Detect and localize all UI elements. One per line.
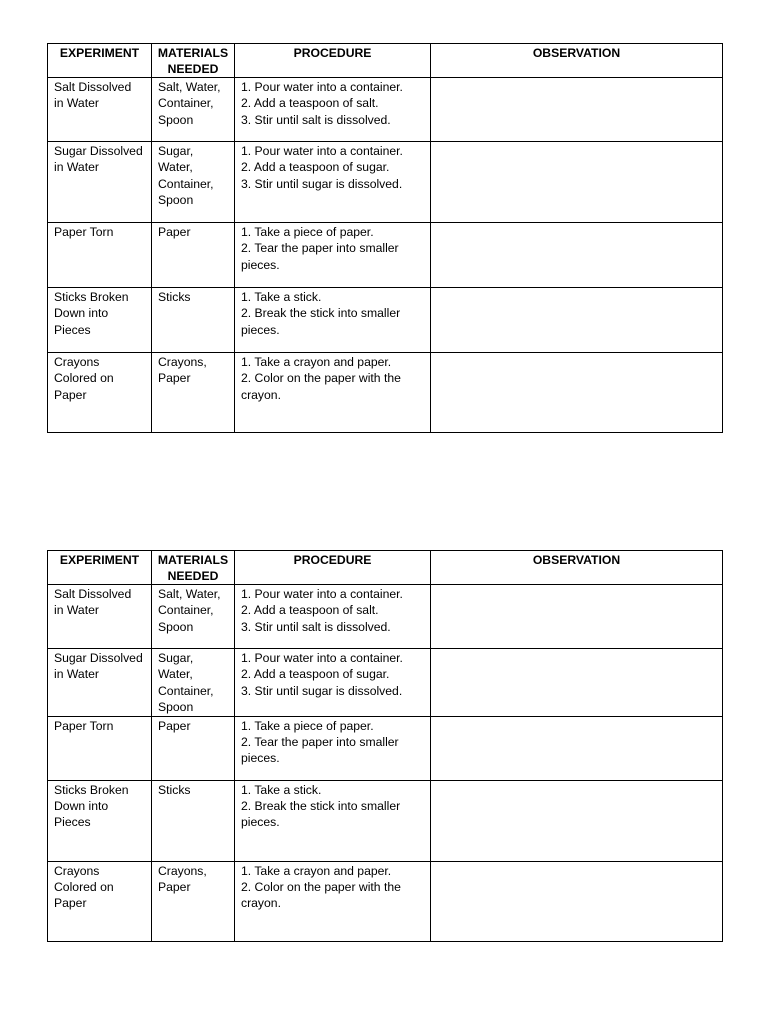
- procedure-cell: [235, 780, 431, 861]
- materials-line: Sugar,: [158, 144, 194, 158]
- experiment-line: Colored on: [54, 371, 114, 386]
- procedure-cell: [235, 353, 431, 433]
- materials-cell: [152, 288, 235, 353]
- header-materials-line: NEEDED: [167, 62, 219, 76]
- observation-cell[interactable]: [431, 223, 723, 288]
- observation-cell[interactable]: [431, 585, 723, 649]
- experiment-line: in Water: [54, 160, 99, 175]
- procedure-line: 2. Break the stick into smaller: [241, 306, 401, 321]
- procedure-line: 2. Break the stick into smaller: [241, 799, 401, 814]
- procedure-line: 1. Take a crayon and paper.: [241, 863, 392, 878]
- experiment-line: Salt Dissolved: [54, 587, 132, 601]
- experiment-line: in Water: [54, 603, 99, 618]
- materials-line: Spoon: [158, 193, 194, 208]
- materials-line: Sticks: [158, 782, 191, 797]
- header-materials-needed: [152, 551, 235, 585]
- observation-cell[interactable]: [431, 78, 723, 142]
- table-row: [48, 353, 723, 433]
- experiment-line: in Water: [54, 667, 99, 682]
- table-row: [48, 78, 723, 142]
- procedure-line: 2. Add a teaspoon of salt.: [241, 96, 379, 111]
- header-observation: OBSERVATION: [431, 44, 723, 78]
- procedure-line: 3. Stir until salt is dissolved.: [241, 112, 391, 127]
- experiment-line: Crayons: [54, 863, 100, 878]
- procedure-line: 1. Pour water into a container.: [241, 587, 403, 601]
- table-row: [48, 649, 723, 717]
- experiment-line: Salt Dissolved: [54, 80, 132, 94]
- experiment-line: Paper Torn: [54, 718, 114, 733]
- procedure-line: 1. Pour water into a container.: [241, 144, 403, 158]
- table-row: [48, 223, 723, 288]
- procedure-cell: [235, 861, 431, 941]
- procedure-line: 1. Take a piece of paper.: [241, 225, 374, 239]
- observation-cell[interactable]: [431, 142, 723, 223]
- materials-line: Paper: [158, 225, 191, 239]
- header-experiment: EXPERIMENT: [48, 44, 152, 78]
- experiment-line: Pieces: [54, 815, 91, 830]
- materials-line: Container,: [158, 603, 214, 618]
- observation-cell[interactable]: [431, 716, 723, 780]
- experiment-line: Sugar Dissolved: [54, 144, 143, 158]
- materials-cell: [152, 649, 235, 717]
- procedure-cell: [235, 585, 431, 649]
- header-materials-line: MATERIALS: [157, 553, 229, 567]
- materials-line: Crayons,: [158, 355, 207, 369]
- observation-cell[interactable]: [431, 861, 723, 941]
- procedure-line: 1. Take a crayon and paper.: [241, 355, 392, 369]
- procedure-line: 2. Add a teaspoon of sugar.: [241, 160, 390, 175]
- materials-cell: [152, 585, 235, 649]
- procedure-line: 3. Stir until salt is dissolved.: [241, 619, 391, 634]
- procedure-line: crayon.: [241, 896, 281, 911]
- observation-cell[interactable]: [431, 649, 723, 717]
- materials-cell: [152, 353, 235, 433]
- materials-line: Container,: [158, 96, 214, 111]
- materials-line: Spoon: [158, 700, 194, 715]
- experiment-line: Paper: [54, 896, 87, 911]
- materials-line: Container,: [158, 176, 214, 191]
- table-row: [48, 861, 723, 941]
- experiment-cell: [48, 223, 152, 288]
- materials-line: Spoon: [158, 112, 194, 127]
- experiment-line: Colored on: [54, 880, 114, 895]
- materials-line: Salt, Water,: [158, 80, 221, 94]
- procedure-line: 1. Take a stick.: [241, 782, 322, 797]
- materials-cell: [152, 223, 235, 288]
- experiment-cell: [48, 288, 152, 353]
- experiment-table-1: [47, 43, 723, 433]
- procedure-line: pieces.: [241, 257, 280, 272]
- experiment-line: Paper: [54, 387, 87, 402]
- procedure-line: 2. Tear the paper into smaller: [241, 735, 399, 750]
- experiment-line: in Water: [54, 96, 99, 111]
- experiment-cell: [48, 780, 152, 861]
- experiment-line: Pieces: [54, 322, 91, 337]
- procedure-line: 2. Color on the paper with the: [241, 880, 401, 895]
- experiment-line: Down into: [54, 799, 109, 814]
- header-row: [48, 44, 723, 78]
- procedure-line: 1. Pour water into a container.: [241, 651, 403, 665]
- materials-line: Water,: [158, 667, 193, 682]
- experiment-cell: [48, 861, 152, 941]
- materials-cell: [152, 142, 235, 223]
- procedure-line: 2. Add a teaspoon of salt.: [241, 603, 379, 618]
- procedure-line: 2. Tear the paper into smaller: [241, 241, 399, 256]
- table-row: [48, 716, 723, 780]
- materials-cell: [152, 861, 235, 941]
- procedure-cell: [235, 223, 431, 288]
- experiment-cell: [48, 585, 152, 649]
- header-experiment: EXPERIMENT: [48, 551, 152, 585]
- header-procedure: PROCEDURE: [235, 44, 431, 78]
- procedure-line: 1. Pour water into a container.: [241, 80, 403, 94]
- procedure-line: pieces.: [241, 815, 280, 830]
- header-materials-line: MATERIALS: [157, 46, 229, 60]
- experiment-cell: [48, 649, 152, 717]
- materials-line: Spoon: [158, 619, 194, 634]
- table-row: [48, 780, 723, 861]
- experiment-line: Paper Torn: [54, 225, 114, 239]
- header-materials-needed: [152, 44, 235, 78]
- header-materials-line: NEEDED: [167, 569, 219, 583]
- experiment-line: Sticks Broken: [54, 290, 129, 304]
- procedure-line: pieces.: [241, 751, 280, 766]
- experiment-line: Sticks Broken: [54, 782, 129, 797]
- materials-line: Crayons,: [158, 863, 207, 878]
- header-observation: OBSERVATION: [431, 551, 723, 585]
- experiment-table-2: [47, 550, 723, 942]
- procedure-line: pieces.: [241, 322, 280, 337]
- materials-line: Sugar,: [158, 651, 194, 665]
- experiment-line: Crayons: [54, 355, 100, 369]
- table-row: [48, 585, 723, 649]
- procedure-cell: [235, 78, 431, 142]
- materials-line: Water,: [158, 160, 193, 175]
- experiment-cell: [48, 142, 152, 223]
- observation-cell[interactable]: [431, 288, 723, 353]
- materials-line: Salt, Water,: [158, 587, 221, 601]
- materials-line: Container,: [158, 683, 214, 698]
- procedure-line: crayon.: [241, 387, 281, 402]
- experiment-cell: [48, 353, 152, 433]
- materials-line: Paper: [158, 371, 191, 386]
- observation-cell[interactable]: [431, 780, 723, 861]
- experiment-cell: [48, 78, 152, 142]
- procedure-line: 3. Stir until sugar is dissolved.: [241, 176, 403, 191]
- procedure-line: 1. Take a piece of paper.: [241, 718, 374, 733]
- table-row: [48, 288, 723, 353]
- header-procedure: PROCEDURE: [235, 551, 431, 585]
- procedure-line: 2. Color on the paper with the: [241, 371, 401, 386]
- experiment-line: Down into: [54, 306, 109, 321]
- materials-line: Paper: [158, 880, 191, 895]
- procedure-cell: [235, 649, 431, 717]
- procedure-cell: [235, 288, 431, 353]
- procedure-cell: [235, 142, 431, 223]
- experiment-cell: [48, 716, 152, 780]
- materials-line: Paper: [158, 718, 191, 733]
- materials-cell: [152, 78, 235, 142]
- materials-line: Sticks: [158, 290, 191, 304]
- experiment-line: Sugar Dissolved: [54, 651, 143, 665]
- procedure-line: 3. Stir until sugar is dissolved.: [241, 683, 403, 698]
- header-row: [48, 551, 723, 585]
- table-row: [48, 142, 723, 223]
- observation-cell[interactable]: [431, 353, 723, 433]
- procedure-line: 2. Add a teaspoon of sugar.: [241, 667, 390, 682]
- procedure-cell: [235, 716, 431, 780]
- procedure-line: 1. Take a stick.: [241, 290, 322, 304]
- materials-cell: [152, 780, 235, 861]
- materials-cell: [152, 716, 235, 780]
